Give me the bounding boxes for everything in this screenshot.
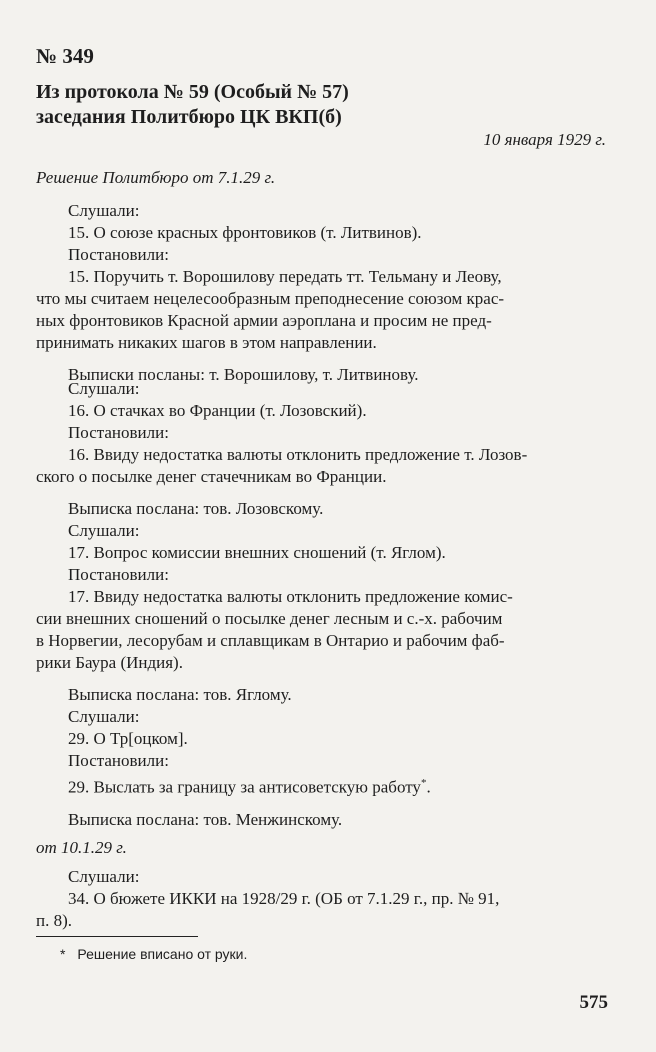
decision-text xyxy=(36,586,608,674)
heard-text: 15. О союзе красных фронтовиков (т. Литвинов). xyxy=(68,223,422,242)
heard-label: Слушали: xyxy=(68,707,140,726)
agenda-item xyxy=(68,706,608,831)
decision-line: 29. Выслать за границу за антисоветскую работу xyxy=(68,777,421,797)
heard-text xyxy=(36,888,608,932)
decision-line: принимать никаких шагов в этом направлении. xyxy=(36,333,377,352)
decided-label: Постановили: xyxy=(68,245,169,264)
heard-label: Слушали: xyxy=(68,867,140,886)
decision-line: 15. Поручить т. Ворошилову передать тт. Тельману и Леову, xyxy=(68,267,502,286)
decision-end: . xyxy=(426,777,431,797)
heard-text: 16. О стачках во Франции (т. Лозовский). xyxy=(68,401,367,420)
heard-line: 34. О бюжете ИККИ на 1928/29 г. (ОБ от 7.1.29 г., пр. № 91, xyxy=(68,889,500,908)
title-line: Из протокола № 59 (Особый № 57) xyxy=(36,81,349,103)
footnote-marker: * xyxy=(60,946,66,962)
decision-line: в Норвегии, лесорубам и сплавщикам в Онтарио и рабочим фаб- xyxy=(36,631,505,650)
section-heading: Решение Политбюро от 7.1.29 г. xyxy=(36,168,276,187)
decision-text xyxy=(68,772,608,799)
decision-line: рики Баура (Индия). xyxy=(36,653,183,672)
footnote xyxy=(60,946,247,962)
decision-text xyxy=(36,266,608,354)
decision-line: сии внешних сношений о посылке денег лесным и с.-х. рабочим xyxy=(36,609,503,628)
section-heading: от 10.1.29 г. xyxy=(36,838,127,857)
title-line: заседания Политбюро ЦК ВКП(б) xyxy=(36,106,342,128)
footnote-divider xyxy=(36,936,198,937)
extract-note: Выписка послана: тов. Яглому. xyxy=(68,685,292,704)
footnote-text: Решение вписано от руки. xyxy=(77,946,248,962)
footnote-marker: * xyxy=(420,777,427,789)
extract-note: Выписки посланы: т. Ворошилову, т. Литвинову. xyxy=(68,365,419,384)
heard-text: 17. Вопрос комиссии внешних сношений (т. Яглом). xyxy=(68,543,446,562)
decision-line: 17. Ввиду недостатка валюты отклонить предложение комис- xyxy=(68,587,513,606)
decision-line: что мы считаем нецелесообразным преподнесение союзом крас- xyxy=(36,289,505,308)
decision-line: 16. Ввиду недостатка валюты отклонить предложение т. Лозов- xyxy=(68,445,528,464)
document-number: № 349 xyxy=(36,44,94,68)
document-title xyxy=(36,80,349,130)
document-date: 10 января 1929 г. xyxy=(483,130,606,149)
agenda-item xyxy=(36,200,608,386)
heard-text: 29. О Тр[оцком]. xyxy=(68,729,188,748)
agenda-item xyxy=(36,378,608,520)
decided-label: Постановили: xyxy=(68,423,169,442)
decision-line: ных фронтовиков Красной армии аэроплана и просим не пред- xyxy=(36,311,492,330)
decision-line: ского о посылке денег стачечникам во Франции. xyxy=(36,467,387,486)
heard-label: Слушали: xyxy=(68,379,140,398)
page-number: 575 xyxy=(579,992,608,1013)
heard-line: п. 8). xyxy=(36,911,73,930)
heard-label: Слушали: xyxy=(68,201,140,220)
decision-text xyxy=(36,444,608,488)
agenda-item xyxy=(36,866,608,932)
agenda-item xyxy=(36,520,608,706)
extract-note: Выписка послана: тов. Менжинскому. xyxy=(68,809,343,829)
decided-label: Постановили: xyxy=(68,751,169,770)
decided-label: Постановили: xyxy=(68,565,169,584)
heard-label: Слушали: xyxy=(68,521,140,540)
extract-note: Выписка послана: тов. Лозовскому. xyxy=(68,499,324,518)
